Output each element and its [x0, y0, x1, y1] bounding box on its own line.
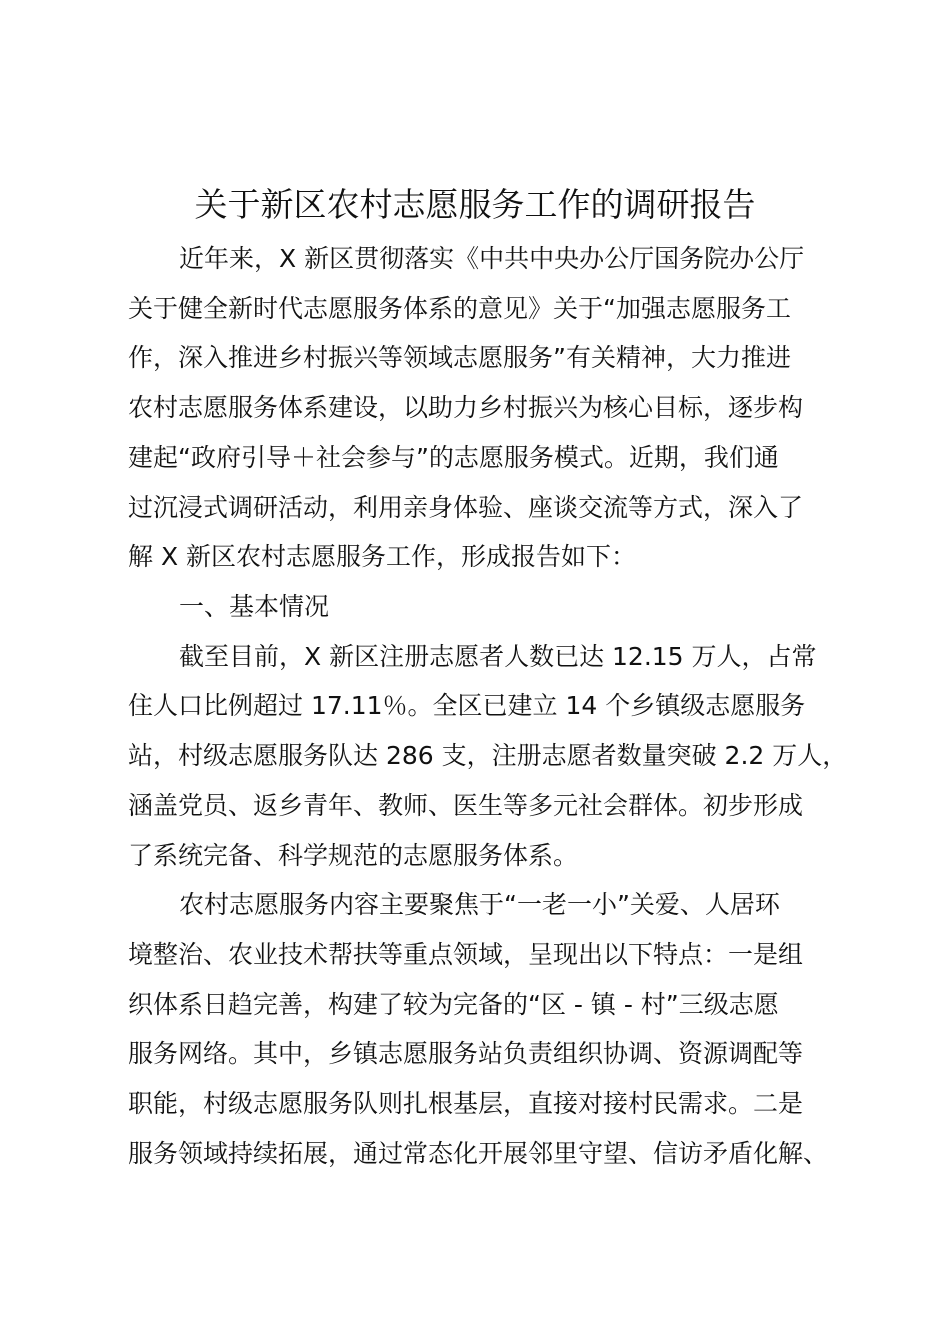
paragraph-line: 涵盖党员、返乡青年、教师、医生等多元社会群体。初步形成	[128, 791, 804, 820]
paragraph-line: 服务领域持续拓展，通过常态化开展邻里守望、信访矛盾化解、	[128, 1139, 829, 1168]
paragraph-line: 解 X 新区农村志愿服务工作，形成报告如下：	[128, 542, 637, 571]
paragraph-line: 服务网络。其中，乡镇志愿服务站负责组织协调、资源调配等	[128, 1039, 804, 1068]
document-title: 关于新区农村志愿服务工作的调研报告	[194, 185, 756, 224]
paragraph-line: 境整治、农业技术帮扶等重点领域，呈现出以下特点：一是组	[128, 940, 804, 969]
paragraph-line: 站，村级志愿服务队达 286 支，注册志愿者数量突破 2.2 万人，	[128, 741, 848, 770]
paragraph-line: 农村志愿服务内容主要聚焦于“一老一小”关爱、人居环	[179, 890, 780, 919]
paragraph-line: 建起“政府引导＋社会参与”的志愿服务模式。近期，我们通	[128, 443, 779, 472]
paragraph-line: 截至目前，X 新区注册志愿者人数已达 12.15 万人，占常	[179, 642, 817, 671]
paragraph-line: 作，深入推进乡村振兴等领域志愿服务”有关精神，大力推进	[128, 343, 791, 372]
paragraph-line: 织体系日趋完善，构建了较为完备的“区 - 镇 - 村”三级志愿	[128, 990, 779, 1019]
paragraph-line: 过沉浸式调研活动，利用亲身体验、座谈交流等方式，深入了	[128, 493, 804, 522]
paragraph-line: 职能，村级志愿服务队则扎根基层，直接对接村民需求。二是	[128, 1089, 804, 1118]
paragraph-line: 住人口比例超过 17.11％。全区已建立 14 个乡镇级志愿服务	[128, 691, 806, 720]
paragraph-line: 关于健全新时代志愿服务体系的意见》关于“加强志愿服务工	[128, 294, 791, 323]
paragraph-line: 近年来，X 新区贯彻落实《中共中央办公厅国务院办公厅	[179, 244, 805, 273]
paragraph-line: 了系统完备、科学规范的志愿服务体系。	[128, 841, 579, 870]
section-heading: 一、基本情况	[179, 592, 330, 621]
paragraph-line: 农村志愿服务体系建设，以助力乡村振兴为核心目标，逐步构	[128, 393, 804, 422]
